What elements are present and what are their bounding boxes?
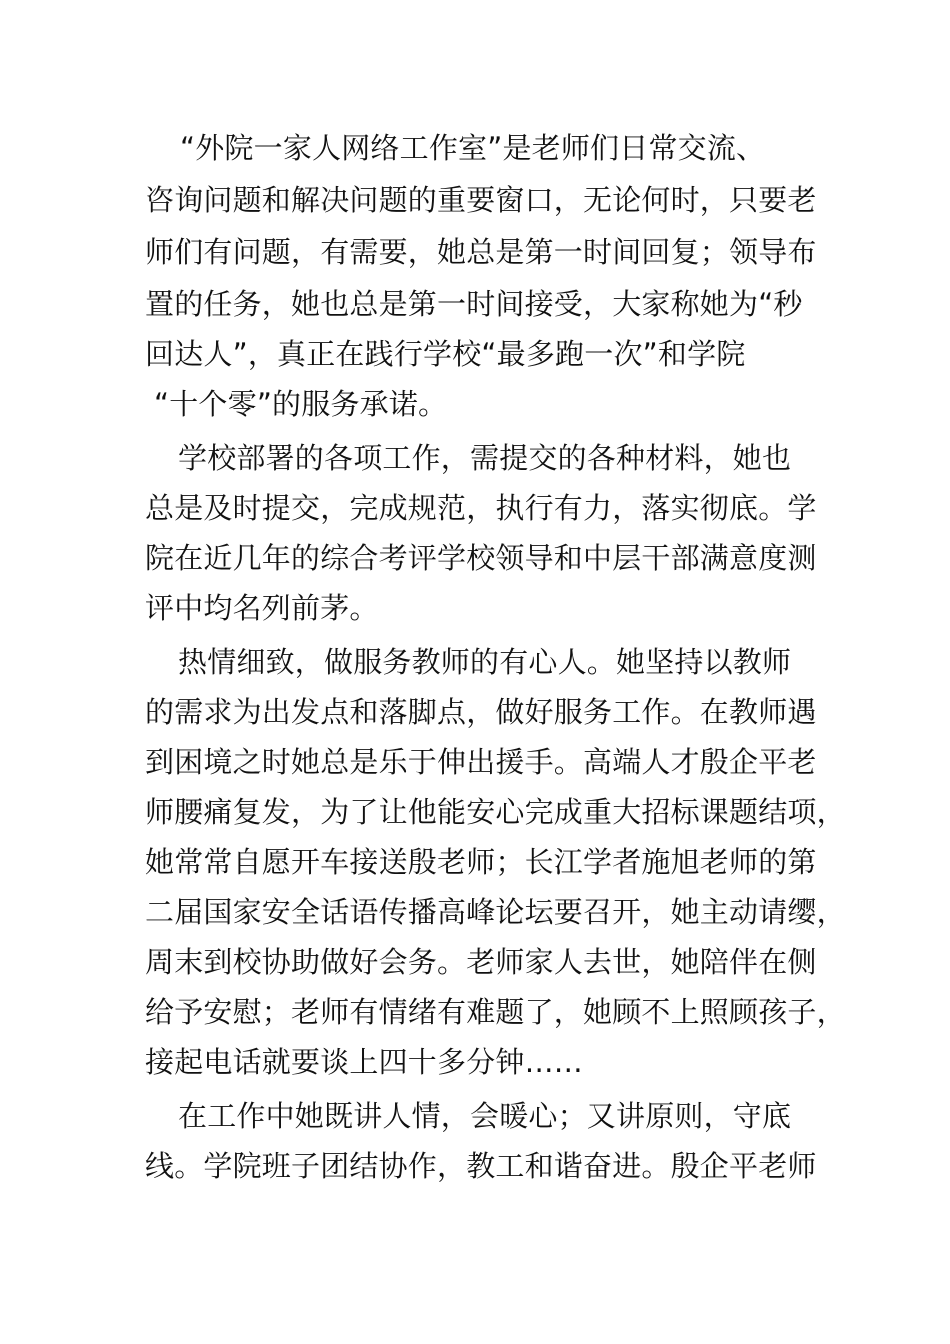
paragraph-2-line-3: 院在近几年的综合考评学校领导和中层干部满意度测: [145, 541, 817, 575]
paragraph-3-line-5: 她常常自愿开车接送殷老师；长江学者施旭老师的第: [145, 845, 817, 879]
paragraph-4-line-1: 在工作中她既讲人情，会暖心；又讲原则，守底: [178, 1099, 792, 1133]
paragraph-4-line-2: 线。学院班子团结协作，教工和谐奋进。殷企平老师: [145, 1149, 817, 1183]
paragraph-2-line-2: 总是及时提交，完成规范，执行有力，落实彻底。学: [145, 491, 817, 525]
paragraph-1-line-1: “外院一家人网络工作室”是老师们日常交流、: [180, 131, 766, 165]
paragraph-3-line-1: 热情细致，做服务教师的有心人。她坚持以教师: [178, 645, 792, 679]
paragraph-3-line-6: 二届国家安全话语传播高峰论坛要召开，她主动请缨，: [145, 895, 846, 929]
paragraph-1-line-4: 置的任务，她也总是第一时间接受，大家称她为“秒: [145, 287, 803, 321]
paragraph-1-line-3: 师们有问题，有需要，她总是第一时间回复；领导布: [145, 235, 817, 269]
paragraph-2-line-1: 学校部署的各项工作，需提交的各种材料，她也: [178, 441, 792, 475]
paragraph-3-line-9: 接起电话就要谈上四十多分钟……: [145, 1045, 584, 1079]
paragraph-3-line-4: 师腰痛复发，为了让他能安心完成重大招标课题结项，: [145, 795, 846, 829]
paragraph-1-line-5: 回达人”，真正在践行学校“最多跑一次”和学院: [145, 337, 746, 371]
paragraph-3-line-2: 的需求为出发点和落脚点，做好服务工作。在教师遇: [145, 695, 817, 729]
paragraph-3-line-7: 周末到校协助做好会务。老师家人去世，她陪伴在侧: [145, 945, 817, 979]
paragraph-3-line-8: 给予安慰；老师有情绪有难题了，她顾不上照顾孩子，: [145, 995, 846, 1029]
paragraph-1-line-2: 咨询问题和解决问题的重要窗口，无论何时，只要老: [145, 183, 817, 217]
paragraph-1-line-6: “十个零”的服务承诺。: [154, 387, 448, 421]
paragraph-3-line-3: 到困境之时她总是乐于伸出援手。高端人才殷企平老: [145, 745, 817, 779]
paragraph-2-line-4: 评中均名列前茅。: [145, 591, 379, 625]
